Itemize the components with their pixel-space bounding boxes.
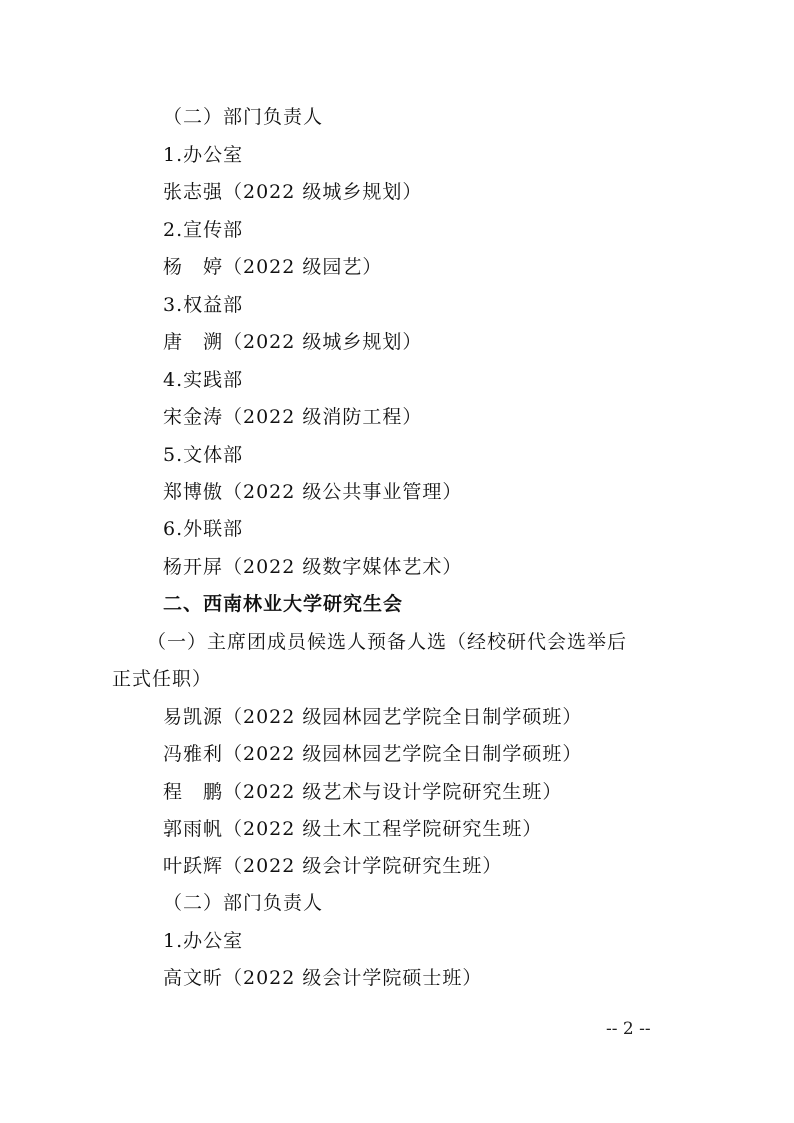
person-entry: 郭雨帆（2022 级土木工程学院研究生班） xyxy=(163,818,543,840)
person-entry: 宋金涛（2022 级消防工程） xyxy=(163,406,423,428)
department-label-culture-sports: 5.文体部 xyxy=(163,444,244,466)
department-label-publicity: 2.宣传部 xyxy=(163,219,244,241)
person-entry: 冯雅利（2022 级园林园艺学院全日制学硕班） xyxy=(163,743,583,765)
person-entry: 杨 婷（2022 级园艺） xyxy=(163,256,383,278)
section-heading-department-heads: （二）部门负责人 xyxy=(163,106,324,128)
department-label-office: 1.办公室 xyxy=(163,930,244,952)
person-entry: 唐 溯（2022 级城乡规划） xyxy=(163,331,423,353)
person-entry: 叶跃辉（2022 级会计学院研究生班） xyxy=(163,855,503,877)
department-label-external-relations: 6.外联部 xyxy=(163,518,244,540)
person-entry: 张志强（2022 级城乡规划） xyxy=(163,181,423,203)
person-entry: 易凯源（2022 级园林园艺学院全日制学硕班） xyxy=(163,706,583,728)
department-label-practice: 4.实践部 xyxy=(163,369,244,391)
department-label-office: 1.办公室 xyxy=(163,144,244,166)
person-entry: 高文昕（2022 级会计学院硕士班） xyxy=(163,967,483,989)
department-label-rights: 3.权益部 xyxy=(163,294,244,316)
section-heading-department-heads: （二）部门负责人 xyxy=(163,892,324,914)
page-number: -- 2 -- xyxy=(606,1019,651,1039)
person-entry: 郑博傲（2022 级公共事业管理） xyxy=(163,481,463,503)
person-entry: 程 鹏（2022 级艺术与设计学院研究生班） xyxy=(163,781,563,803)
section-heading-continuation: 正式任职） xyxy=(112,668,213,690)
section-heading-graduate-union: 二、西南林业大学研究生会 xyxy=(163,593,404,615)
section-heading-presidium-candidates: （一）主席团成员候选人预备人选（经校研代会选举后 xyxy=(147,631,628,653)
person-entry: 杨开屏（2022 级数字媒体艺术） xyxy=(163,556,463,578)
